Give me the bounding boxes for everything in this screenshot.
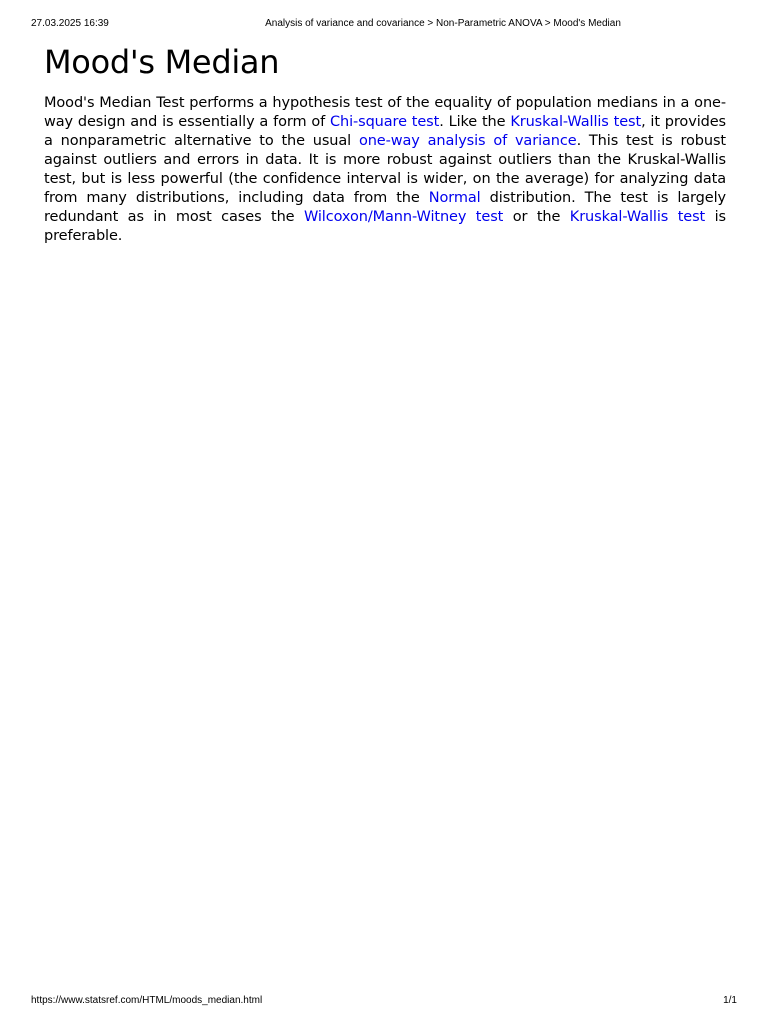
- text-segment: Mood's Median Test performs a hypothesis test of the equality of population medians in a one-way design and is essentially a form of: [44, 95, 726, 130]
- wilcoxon-mann-witney-test-link[interactable]: Wilcoxon/Mann-Witney test: [303, 209, 504, 225]
- print-date: 27.03.2025 16:39: [31, 18, 109, 29]
- chi-square-test-link[interactable]: Chi-square test: [329, 114, 440, 130]
- text-segment: , it provides a nonparametric alternative to the usual: [44, 114, 726, 149]
- body-paragraph: [44, 94, 726, 246]
- one-way-anova-link[interactable]: one-way analysis of variance: [358, 133, 577, 149]
- text-segment: . Like the: [439, 114, 511, 130]
- breadcrumb-text: Analysis of variance and covariance > Non-Parametric ANOVA > Mood's Median: [265, 18, 621, 29]
- text-segment: or the: [503, 209, 570, 225]
- breadcrumb: [0, 17, 768, 31]
- kruskal-wallis-test-link-2[interactable]: Kruskal-Wallis test: [569, 209, 706, 225]
- kruskal-wallis-test-link[interactable]: Kruskal-Wallis test: [510, 114, 642, 130]
- page-url: https://www.statsref.com/HTML/moods_median.html: [31, 995, 263, 1006]
- text-segment: is preferable.: [44, 209, 726, 244]
- text-segment: . This test is robust against outliers and errors in data. It is more robust against outliers than the Kruskal-Wallis test, but is less powerful (the confidence interval is wider, on the average) for analyzing data from many distributions, including data from the: [44, 133, 726, 206]
- print-footer: [0, 994, 768, 1008]
- text-segment: distribution. The test is largely redundant as in most cases the: [44, 190, 726, 225]
- print-header: [0, 17, 768, 31]
- page-number: 1/1: [723, 995, 737, 1006]
- main-content: [44, 40, 726, 246]
- normal-distribution-link[interactable]: Normal: [428, 190, 481, 206]
- page-title: Mood's Median: [44, 43, 280, 81]
